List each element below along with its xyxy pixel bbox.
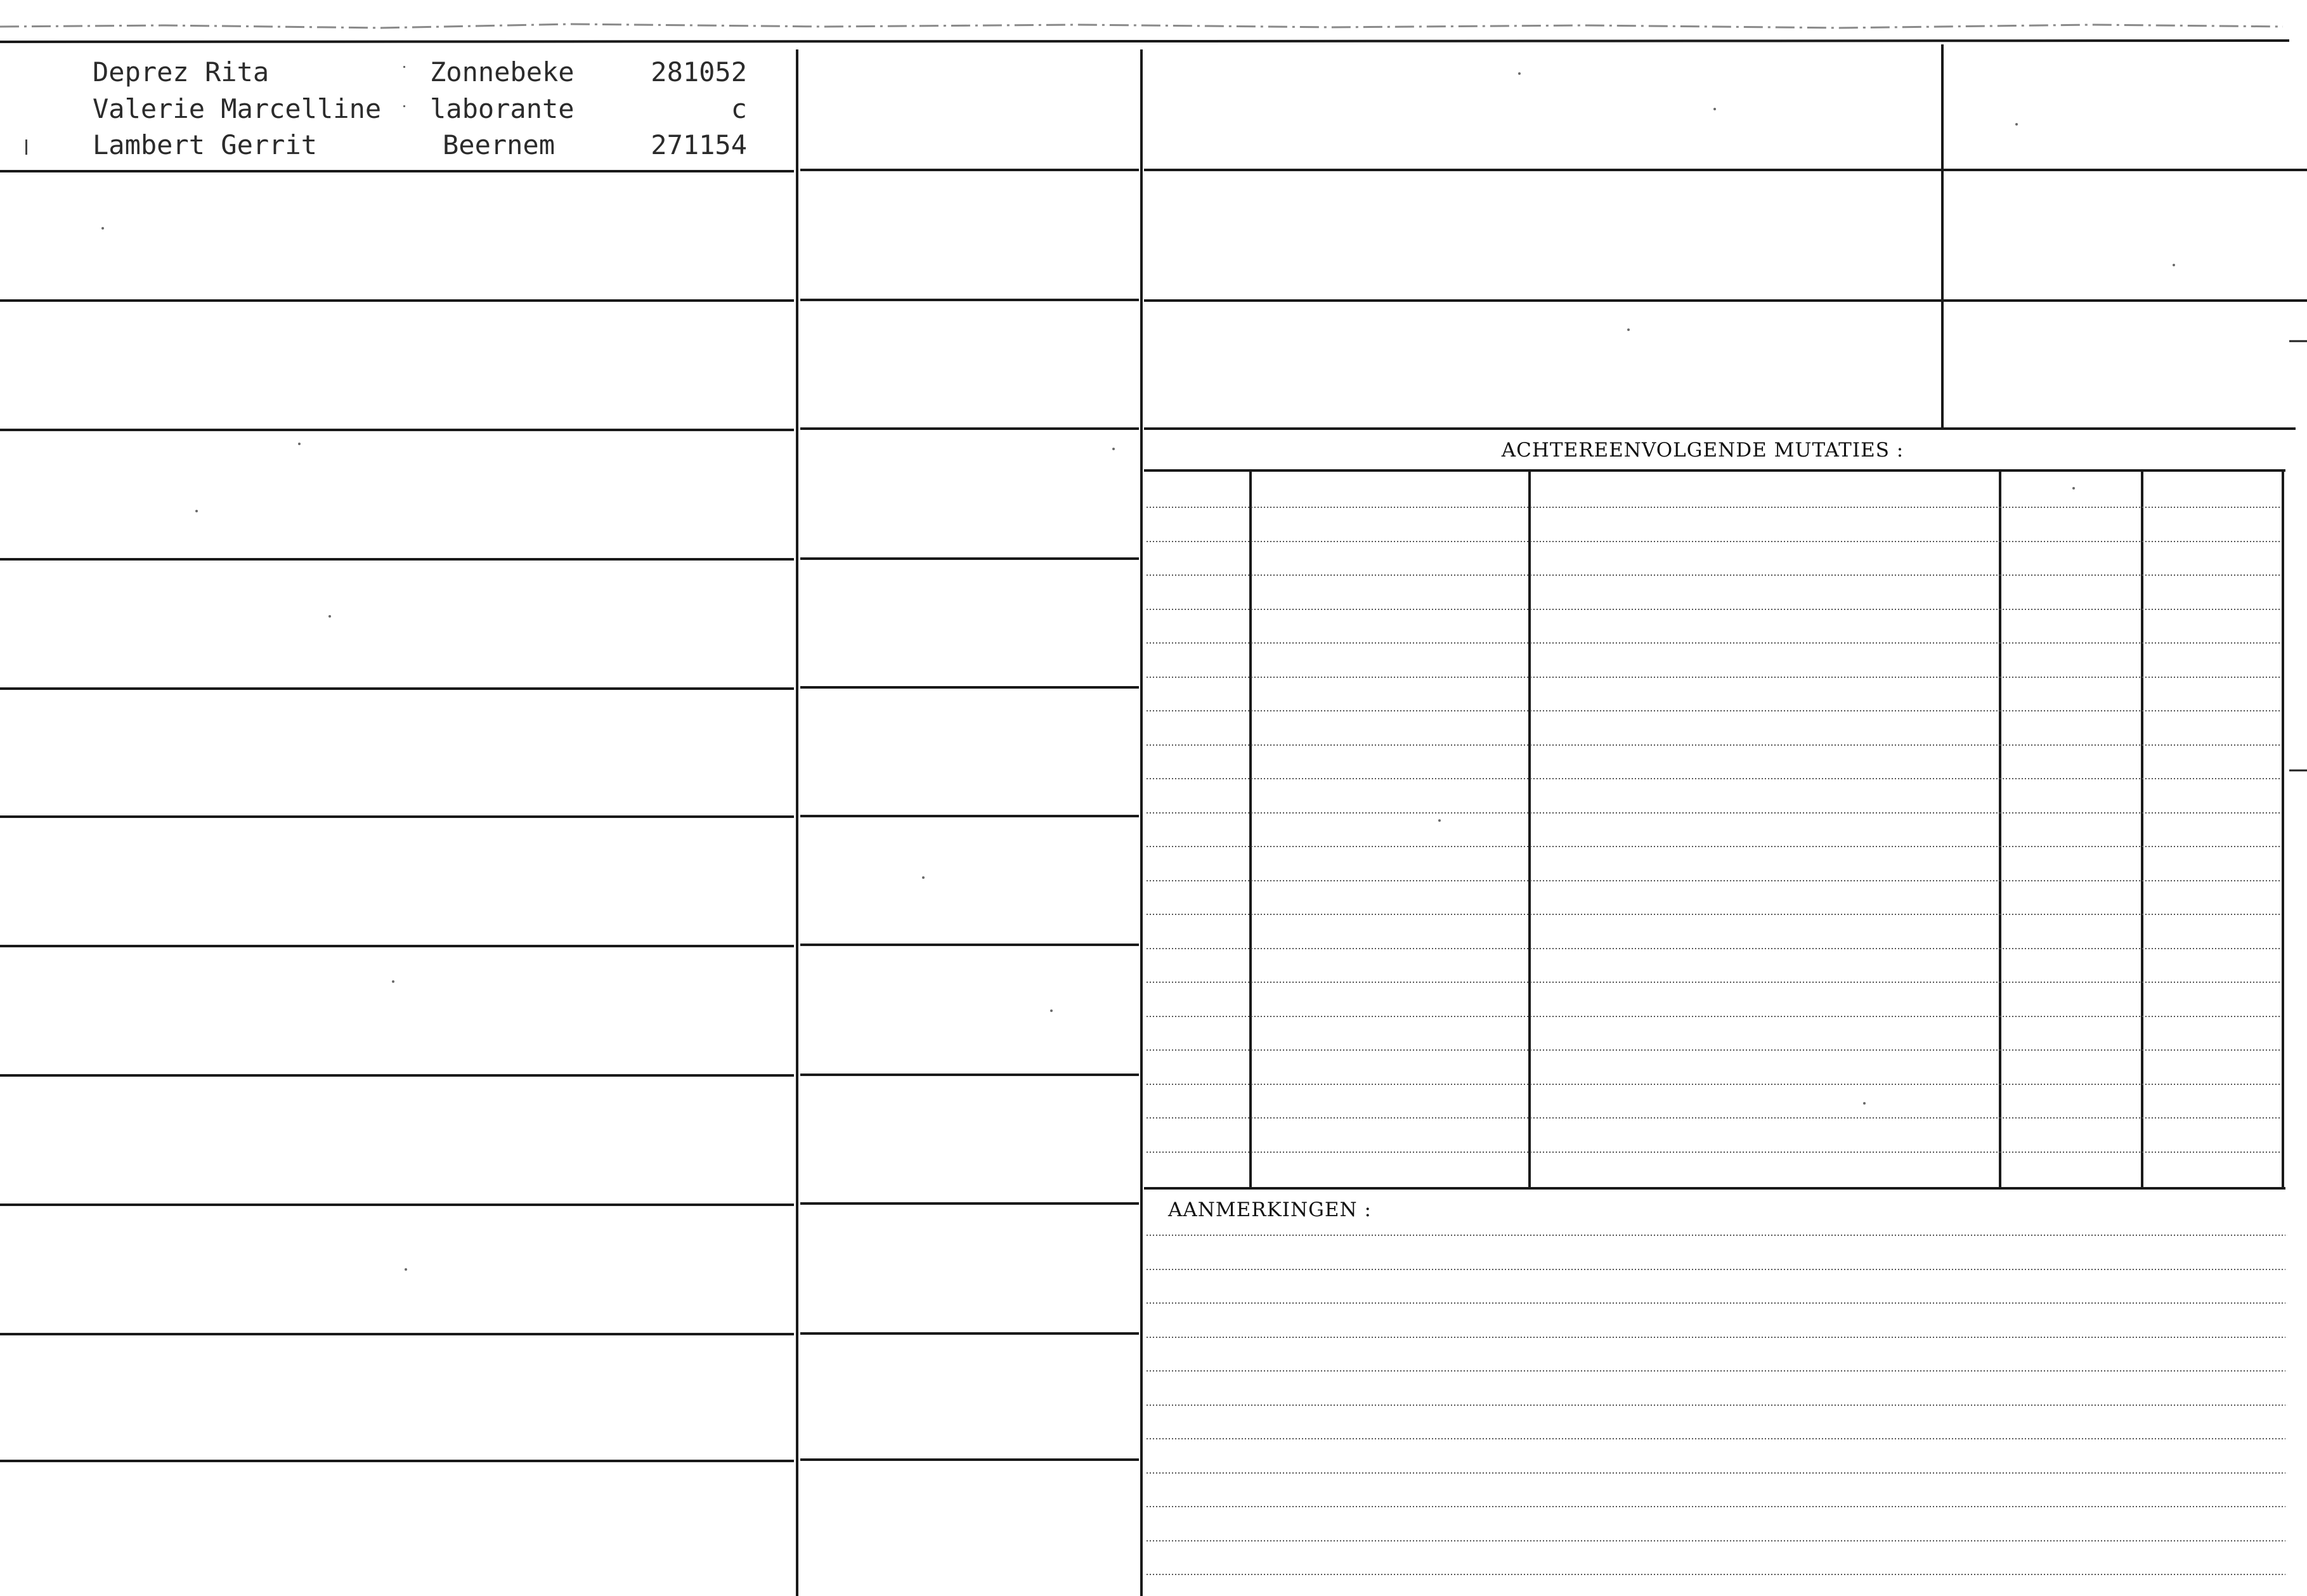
mutations-heading: ACHTEREENVOLGENDE MUTATIES : — [1501, 439, 1904, 462]
left-row-lines — [0, 171, 794, 1461]
speck — [1518, 72, 1521, 75]
mutations-section — [1144, 439, 2285, 1188]
entry-code: 281052 — [651, 56, 747, 88]
speck — [1863, 1102, 1866, 1105]
column-lines — [797, 44, 1942, 1596]
entry-code: 271154 — [651, 129, 747, 160]
entry-code: c — [731, 93, 747, 124]
entry-row — [93, 56, 747, 88]
speck — [2015, 123, 2018, 126]
entry-place: Zonnebeke — [430, 56, 575, 88]
entry-row — [93, 129, 747, 160]
speck — [328, 615, 331, 618]
speck — [922, 876, 925, 879]
speck — [195, 510, 198, 512]
speck — [392, 980, 394, 983]
remarks-heading: AANMERKINGEN : — [1168, 1198, 1372, 1221]
speck — [101, 227, 104, 230]
speck — [1713, 108, 1716, 110]
speck — [2072, 487, 2075, 490]
top-edge — [0, 24, 2289, 42]
speck — [2173, 264, 2175, 266]
speck — [1112, 448, 1115, 450]
remarks-section — [1147, 1198, 2285, 1574]
scan-noise — [101, 72, 2175, 1271]
speck — [403, 66, 405, 68]
speck — [403, 105, 405, 107]
entry-name: Lambert Gerrit — [93, 129, 318, 160]
speck — [1627, 328, 1630, 331]
speck — [1050, 1009, 1053, 1012]
entry-row — [93, 93, 747, 124]
entry-place: laborante — [430, 93, 575, 124]
margin-tick — [25, 139, 27, 155]
speck — [1438, 819, 1441, 822]
middle-row-lines — [800, 170, 1139, 1460]
entry-name: Deprez Rita — [93, 56, 270, 88]
record-entries — [25, 56, 747, 160]
entry-name: Valerie Marcelline — [93, 93, 382, 124]
remarks-ruled-lines — [1147, 1235, 2285, 1574]
speck — [405, 1268, 407, 1271]
mutations-ruled-lines — [1147, 507, 2282, 1152]
mutations-columns — [1251, 472, 2283, 1188]
speck — [298, 443, 301, 445]
entry-place: Beernem — [443, 129, 556, 160]
